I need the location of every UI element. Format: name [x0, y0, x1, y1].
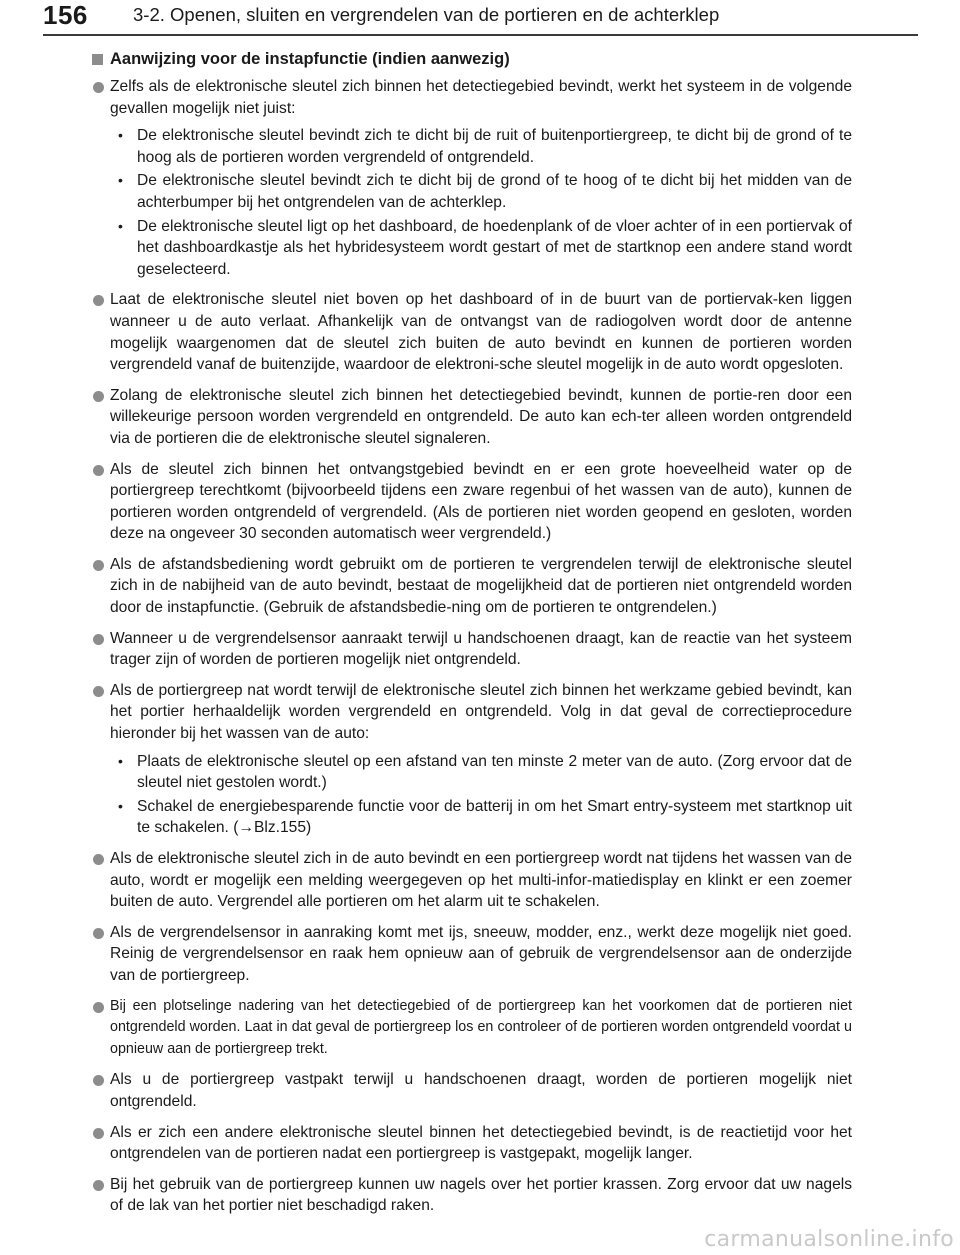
square-bullet-icon — [92, 54, 103, 65]
round-bullet-icon — [93, 1128, 104, 1139]
round-bullet-icon — [93, 686, 104, 697]
round-bullet-icon — [93, 854, 104, 865]
sub-item-text: Plaats de elektronische sleutel op een afstand van ten minste 2 meter van de auto. (Zorg ervoor dat de sleutel niet gestolen wordt.) — [137, 752, 852, 792]
section-title: Aanwijzing voor de instapfunctie (indien aanwezig) — [110, 50, 510, 68]
sub-item — [110, 751, 852, 794]
sub-item-text: De elektronische sleutel ligt op het dashboard, de hoedenplank of de vloer achter of in een portiervak of het dashboardkastje als het hybridesysteem wordt gestart of met de startknop een andere stand wordt geselecteerd. — [137, 217, 852, 278]
list-item — [110, 1069, 852, 1112]
list-item — [110, 628, 852, 671]
list-item — [110, 385, 852, 450]
small-bullet-icon: • — [118, 752, 123, 769]
small-bullet-icon: • — [118, 797, 123, 814]
sub-item — [110, 125, 852, 168]
item-list — [110, 76, 852, 1217]
round-bullet-icon — [93, 1075, 104, 1086]
list-item-text: Als de portiergreep nat wordt terwijl de elektronische sleutel zich binnen het werkzame gebied bevindt, kan het portier herhaaldelijk worden vergrendeld en ontgrendeld. Volg in dat geval de correctieprocedure hieronder bij het wassen van de auto: — [110, 681, 852, 743]
round-bullet-icon — [93, 391, 104, 402]
list-item-text: Zelfs als de elektronische sleutel zich binnen het detectiegebied bevindt, werkt het systeem in de volgende gevallen mogelijk niet juist: — [110, 78, 852, 117]
round-bullet-icon — [93, 560, 104, 571]
list-item — [110, 680, 852, 839]
page-header — [0, 0, 960, 40]
list-item — [110, 1122, 852, 1165]
sub-list — [110, 125, 852, 280]
content — [110, 48, 852, 1226]
round-bullet-icon — [93, 82, 104, 93]
list-item-text: Zolang de elektronische sleutel zich binnen het detectiegebied bevindt, kunnen de portie-ren door een willekeurige persoon worden vergrendeld en ontgrendeld. De auto kan ech-ter alleen worden ontgrendeld via de portieren die de elektronische sleutel signaleren. — [110, 386, 852, 447]
list-item-text: Wanneer u de vergrendelsensor aanraakt terwijl u handschoenen draagt, kan de reactie van het systeem trager zijn of worden de portieren mogelijk niet ontgrendeld. — [110, 629, 852, 669]
round-bullet-icon — [93, 1180, 104, 1191]
list-item — [110, 996, 852, 1061]
list-item-text: Als u de portiergreep vastpakt terwijl u handschoenen draagt, worden de portieren mogelijk niet ontgrendeld. — [110, 1071, 852, 1110]
list-item — [110, 459, 852, 545]
list-item-text: Bij het gebruik van de portiergreep kunnen uw nagels over het portier krassen. Zorg ervoor dat uw nagels of de lak van het portier niet beschadigd raken. — [110, 1175, 852, 1215]
round-bullet-icon — [93, 1002, 104, 1013]
sub-item — [110, 216, 852, 281]
sub-item-text: Schakel de energiebesparende functie voor de batterij in om het Smart entry-systeem met startknop uit te schakelen. (→Blz.155) — [137, 797, 852, 837]
list-item-text: Als de afstandsbediening wordt gebruikt om de portieren te vergrendelen terwijl de elektronische sleutel zich in de nabijheid van de auto bevindt, bestaat de mogelijkheid dat de portieren niet ontgrendeld worden door de instapfunctie. (Gebruik de afstandsbedie-ning om de portieren te ontgrendelen.) — [110, 555, 852, 617]
sub-item-text: De elektronische sleutel bevindt zich te dicht bij de grond of te hoog of te dicht bij het midden van de achterbumper bij het ontgrendelen van de achterklep. — [137, 172, 852, 211]
list-item-text: Als er zich een andere elektronische sleutel binnen het detectiegebied bevindt, is de reactietijd voor het ontgrendelen van de portieren nadat een portiergreep is vastgepakt, mogelijk langer. — [110, 1123, 852, 1163]
small-bullet-icon: • — [118, 172, 123, 189]
sub-item-text: De elektronische sleutel bevindt zich te dicht bij de ruit of buitenportiergreep, te dicht bij de grond of te hoog als de portieren worden vergrendeld of ontgrendeld. — [137, 127, 852, 166]
list-item-text: Als de sleutel zich binnen het ontvangstgebied bevindt en er een grote hoeveelheid water op de portiergreep terechtkomt (bijvoorbeeld tijdens een zware regenbui of het wassen van de auto), kunnen de portieren worden ontgrendeld of vergrendeld. (Als de portieren niet worden geopend en gesloten, worden deze na ongeveer 30 seconden automatisch weer vergrendeld.) — [110, 460, 852, 543]
list-item-text: Laat de elektronische sleutel niet boven op het dashboard of in de buurt van de portiervak-ken liggen wanneer u de auto verlaat. Afhankelijk van de ontvangst van de radiogolven wordt door de antenne mogelijk waargenomen dat de sleutel zich buiten de auto bevindt en kunnen de portieren worden vergrendeld vanaf de buitenzijde, waardoor de elektroni-sche sleutel mogelijk in de auto wordt opgesloten. — [110, 291, 852, 374]
round-bullet-icon — [93, 465, 104, 476]
list-item-text: Als de elektronische sleutel zich in de auto bevindt en een portiergreep wordt nat tijdens het wassen van de auto, wordt er mogelijk een melding weergegeven op het multi-infor-matiedisplay en klinkt er een zoemer buiten de auto. Vergrendel alle portieren om het alarm uit te schakelen. — [110, 850, 852, 911]
sub-item — [110, 796, 852, 839]
sub-item — [110, 170, 852, 213]
round-bullet-icon — [93, 928, 104, 939]
sub-list — [110, 751, 852, 839]
round-bullet-icon — [93, 295, 104, 306]
header-rule — [43, 34, 918, 36]
list-item-text: Bij een plotselinge nadering van het detectiegebied of de portiergreep kan het voorkomen dat de portieren niet ontgrendeld worden. Laat in dat geval de portiergreep los en controleer of de portieren worden ontgrendeld voordat u opnieuw aan de portiergreep trekt. — [110, 997, 852, 1057]
list-item — [110, 848, 852, 913]
list-item — [110, 554, 852, 619]
list-item — [110, 922, 852, 987]
page-number: 156 — [43, 0, 88, 30]
list-item — [110, 289, 852, 375]
section-heading — [110, 48, 852, 70]
watermark: carmanualsonline.info — [704, 1227, 954, 1252]
chapter-title: 3-2. Openen, sluiten en vergrendelen van de portieren en de achterklep — [133, 4, 720, 25]
list-item-text: Als de vergrendelsensor in aanraking komt met ijs, sneeuw, modder, enz., werkt deze mogelijk niet goed. Reinig de vergrendelsensor en raak hem opnieuw aan of gebruik de vergrendelsensor aan de onderzijde van de portiergreep. — [110, 923, 852, 984]
small-bullet-icon: • — [118, 127, 123, 144]
small-bullet-icon: • — [118, 217, 123, 234]
list-item — [110, 76, 852, 280]
round-bullet-icon — [93, 634, 104, 645]
list-item — [110, 1174, 852, 1217]
